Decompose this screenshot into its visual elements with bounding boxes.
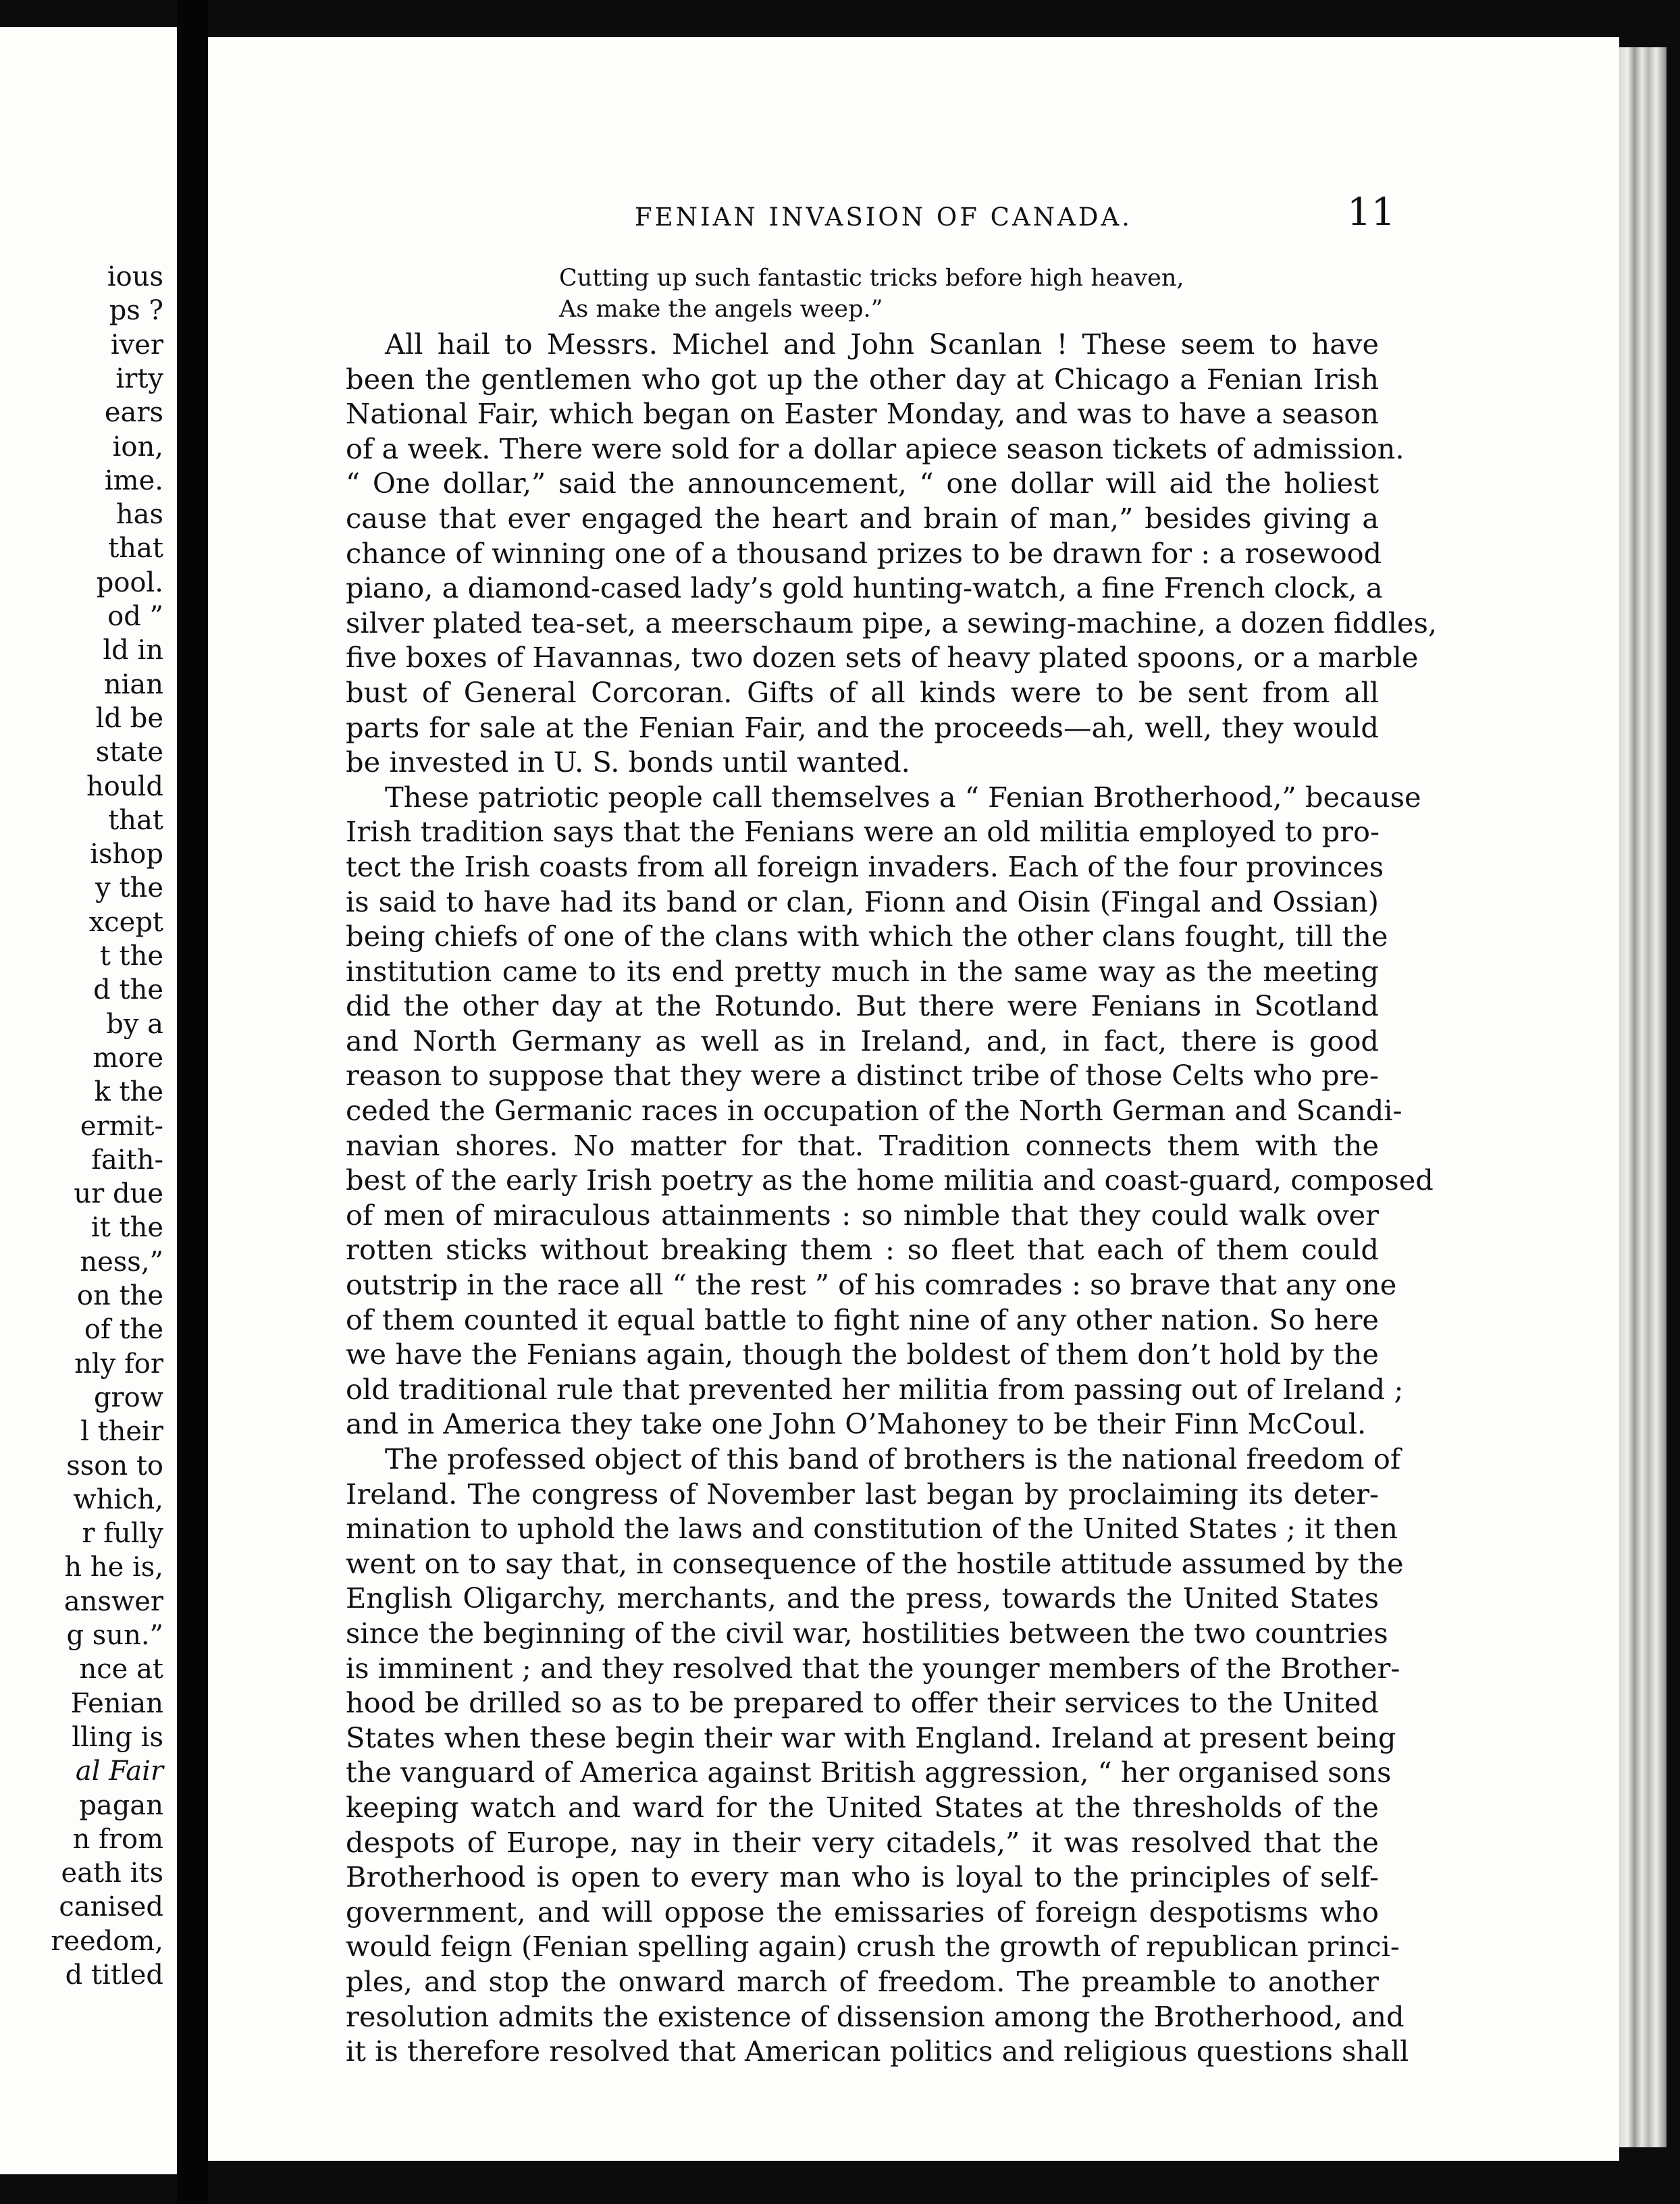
left-page-line: on the bbox=[76, 1280, 163, 1311]
text-line: navian shores. No matter for that. Tradition connects them with the bbox=[346, 1128, 1379, 1162]
text-line: best of the early Irish poetry as the home militia and coast-guard, composed bbox=[346, 1163, 1434, 1197]
left-page-line: reedom, bbox=[51, 1925, 163, 1957]
text-line: and North Germany as well as in Ireland, and, in fact, there is good bbox=[346, 1024, 1379, 1057]
left-page-line: ld in bbox=[103, 635, 163, 666]
left-page-line: nian bbox=[103, 668, 163, 700]
text-line: ples, and stop the onward march of freedom. The preamble to another bbox=[346, 1964, 1379, 1998]
left-page-line: state bbox=[95, 737, 163, 768]
text-line: and in America they take one John O’Mahoney to be their Finn McCoul. bbox=[346, 1407, 1367, 1441]
body-text bbox=[346, 327, 1438, 2069]
text-line: silver plated tea-set, a meerschaum pipe, a sewing-machine, a dozen fiddles, bbox=[346, 606, 1438, 639]
left-page-line: which, bbox=[73, 1484, 163, 1515]
left-page-line: r fully bbox=[82, 1518, 163, 1550]
left-page-line: faith- bbox=[91, 1144, 163, 1176]
text-line: did the other day at the Rotundo. But there were Fenians in Scotland bbox=[346, 989, 1379, 1023]
left-page-line: nce at bbox=[79, 1654, 163, 1685]
left-page-line: hould bbox=[86, 770, 163, 802]
left-page-line: ur due bbox=[74, 1178, 163, 1210]
book-gutter bbox=[177, 0, 208, 2204]
left-page-line: pool. bbox=[96, 567, 163, 598]
left-page-line: xcept bbox=[88, 906, 163, 938]
left-page-line: d the bbox=[93, 974, 163, 1006]
text-line: the vanguard of America against British aggression, “ her organised sons bbox=[346, 1756, 1392, 1789]
text-line: Brotherhood is open to every man who is loyal to the principles of self- bbox=[346, 1860, 1379, 1894]
page-edges bbox=[1619, 47, 1666, 2147]
left-page-line: h he is, bbox=[64, 1552, 163, 1583]
left-page-line: y the bbox=[95, 872, 163, 904]
left-page-line: ious bbox=[107, 261, 163, 292]
text-line: been the gentlemen who got up the other day at Chicago a Fenian Irish bbox=[346, 362, 1379, 396]
text-line: English Oligarchy, merchants, and the press, towards the United States bbox=[346, 1581, 1379, 1615]
left-page-line: t the bbox=[99, 941, 163, 972]
text-line: government, and will oppose the emissaries of foreign despotisms who bbox=[346, 1895, 1379, 1929]
page-number: 11 bbox=[1347, 190, 1396, 234]
left-page-line: lling is bbox=[72, 1721, 163, 1753]
left-page-line: more bbox=[93, 1042, 163, 1074]
text-line: mination to uphold the laws and constitution of the United States ; it then bbox=[346, 1512, 1398, 1546]
text-line: ceded the Germanic races in occupation of the North German and Scandi- bbox=[346, 1094, 1402, 1128]
text-line: despots of Europe, nay in their very citadels,” it was resolved that the bbox=[346, 1825, 1379, 1859]
text-line: These patriotic people call themselves a “ Fenian Brotherhood,” because bbox=[385, 780, 1421, 814]
text-line: institution came to its end pretty much in the same way as the meeting bbox=[346, 954, 1379, 988]
left-page-line: ime. bbox=[104, 465, 163, 496]
left-page-line: it the bbox=[90, 1212, 163, 1244]
left-page-line: iver bbox=[110, 329, 163, 361]
left-page-line: ears bbox=[104, 397, 163, 429]
left-page-line: d titled bbox=[65, 1960, 163, 1991]
text-line: hood be drilled so as to be prepared to offer their services to the United bbox=[346, 1686, 1379, 1720]
text-line: be invested in U. S. bonds until wanted. bbox=[346, 745, 910, 779]
left-page-line: pagan bbox=[79, 1789, 163, 1821]
left-page-fragment bbox=[0, 27, 177, 2174]
quote-line-2: As make the angels weep.” bbox=[559, 296, 883, 323]
left-page-line: al Fair bbox=[75, 1756, 163, 1787]
left-page-line: ion, bbox=[112, 431, 163, 463]
text-line: of a week. There were sold for a dollar apiece season tickets of admission. bbox=[346, 431, 1405, 465]
text-line: it is therefore resolved that American politics and religious questions shall bbox=[346, 2035, 1409, 2068]
left-page-line: irty bbox=[115, 363, 163, 394]
text-line: bust of General Corcoran. Gifts of all kinds were to be sent from all bbox=[346, 675, 1379, 709]
text-line: being chiefs of one of the clans with which the other clans fought, till the bbox=[346, 920, 1388, 953]
text-line: would feign (Fenian spelling again) crush the growth of republican princi- bbox=[346, 1930, 1400, 1964]
left-page-line: k the bbox=[94, 1076, 163, 1108]
left-page-line: that bbox=[108, 533, 163, 565]
text-line: we have the Fenians again, though the boldest of them don’t hold by the bbox=[346, 1338, 1379, 1371]
text-line: is said to have had its band or clan, Fionn and Oisin (Fingal and Ossian) bbox=[346, 885, 1379, 918]
left-page-line: canised bbox=[59, 1891, 163, 1923]
text-line: since the beginning of the civil war, hostilities between the two countries bbox=[346, 1616, 1388, 1650]
text-line: five boxes of Havannas, two dozen sets of heavy plated spoons, or a marble bbox=[346, 641, 1419, 675]
text-line: parts for sale at the Fenian Fair, and the proceeds—ah, well, they would bbox=[346, 710, 1379, 744]
text-line: Ireland. The congress of November last began by proclaiming its deter- bbox=[346, 1477, 1379, 1511]
text-line: The professed object of this band of brothers is the national freedom of bbox=[385, 1442, 1401, 1475]
text-line: chance of winning one of a thousand prizes to be drawn for : a rosewood bbox=[346, 536, 1382, 570]
left-page-line: by a bbox=[106, 1008, 163, 1040]
text-line: went on to say that, in consequence of the hostile attitude assumed by the bbox=[346, 1546, 1404, 1580]
left-page-line: of the bbox=[84, 1314, 163, 1346]
text-line: rotten sticks without breaking them : so fleet that each of them could bbox=[346, 1233, 1379, 1267]
left-page-line: od ” bbox=[107, 601, 163, 632]
quote-line-1: Cutting up such fantastic tricks before high heaven, bbox=[559, 265, 1184, 292]
text-line: All hail to Messrs. Michel and John Scanlan ! These seem to have bbox=[385, 327, 1379, 361]
text-line: old traditional rule that prevented her militia from passing out of Ireland ; bbox=[346, 1372, 1404, 1406]
text-line: outstrip in the race all “ the rest ” of his comrades : so brave that any one bbox=[346, 1268, 1397, 1302]
left-page-line: eath its bbox=[61, 1858, 163, 1889]
left-page-line: ness,” bbox=[80, 1246, 163, 1278]
left-page-line: that bbox=[108, 804, 163, 836]
text-line: is imminent ; and they resolved that the younger members of the Brother- bbox=[346, 1651, 1400, 1685]
left-page-line: g sun.” bbox=[66, 1620, 163, 1651]
text-line: “ One dollar,” said the announcement, “ one dollar will aid the holiest bbox=[346, 467, 1379, 500]
text-line: States when these begin their war with England. Ireland at present being bbox=[346, 1721, 1396, 1754]
running-title: FENIAN INVASION OF CANADA. bbox=[635, 203, 1132, 232]
left-page-line: sson to bbox=[66, 1450, 163, 1481]
left-page-line: Fenian bbox=[70, 1687, 163, 1719]
text-line: of men of miraculous attainments : so nimble that they could walk over bbox=[346, 1198, 1379, 1232]
left-page-line: ps ? bbox=[109, 295, 163, 327]
left-page-line: ishop bbox=[90, 839, 163, 870]
left-page-line: has bbox=[115, 499, 163, 531]
left-page-line: ermit- bbox=[80, 1110, 163, 1142]
left-page-line: answer bbox=[63, 1585, 163, 1617]
text-line: resolution admits the existence of dissension among the Brotherhood, and bbox=[346, 1999, 1405, 2033]
left-page-line: l their bbox=[80, 1416, 163, 1448]
text-line: piano, a diamond-cased lady’s gold hunting-watch, a fine French clock, a bbox=[346, 571, 1383, 605]
text-line: keeping watch and ward for the United States at the thresholds of the bbox=[346, 1790, 1379, 1824]
text-line: reason to suppose that they were a distinct tribe of those Celts who pre- bbox=[346, 1059, 1379, 1093]
left-page-line: grow bbox=[93, 1382, 163, 1413]
left-page-line: n from bbox=[72, 1823, 163, 1855]
text-line: of them counted it equal battle to fight nine of any other nation. So here bbox=[346, 1303, 1379, 1336]
left-page-line: ld be bbox=[95, 702, 163, 734]
left-page-line: nly for bbox=[74, 1348, 163, 1380]
text-line: cause that ever engaged the heart and brain of man,” besides giving a bbox=[346, 501, 1379, 535]
text-line: tect the Irish coasts from all foreign invaders. Each of the four provinces bbox=[346, 849, 1384, 883]
text-line: National Fair, which began on Easter Monday, and was to have a season bbox=[346, 397, 1379, 431]
text-line: Irish tradition says that the Fenians were an old militia employed to pro- bbox=[346, 815, 1380, 849]
